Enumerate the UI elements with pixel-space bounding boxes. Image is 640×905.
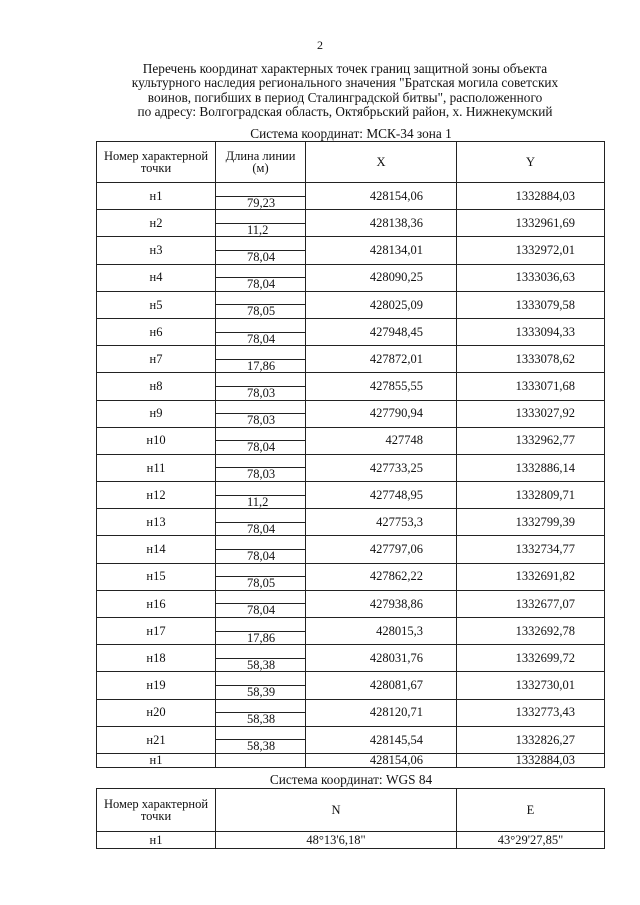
latitude-cell: 48°13'6,18" [216, 832, 457, 849]
x-coordinate-cell: 427790,94 [306, 400, 457, 427]
table-row [97, 726, 605, 740]
page-number: 2 [317, 38, 323, 52]
y-coordinate-cell: 1333079,58 [457, 291, 605, 318]
x-coordinate-cell: 427748 [306, 427, 457, 454]
point-name-cell: н7 [97, 346, 216, 373]
line-length-cell: 78,03 [216, 468, 306, 482]
table-row [97, 373, 605, 387]
point-name-cell: н2 [97, 210, 216, 237]
table-row [97, 264, 605, 278]
point-name-cell: н6 [97, 318, 216, 345]
header-n: N [216, 789, 457, 832]
y-coordinate-cell: 1332692,78 [457, 618, 605, 645]
table-row [97, 318, 605, 332]
line-length-cell: 58,38 [216, 713, 306, 727]
line-length-cell: 11,2 [216, 495, 306, 509]
point-name-cell: н8 [97, 373, 216, 400]
point-name-cell: н14 [97, 536, 216, 563]
line-length-cell: 78,03 [216, 414, 306, 428]
table-row [97, 454, 605, 468]
table-header-row [97, 142, 605, 183]
x-coordinate-cell: 428090,25 [306, 264, 457, 291]
x-coordinate-cell: 427733,25 [306, 454, 457, 481]
longitude-cell: 43°29'27,85" [457, 832, 605, 849]
table-row [97, 482, 605, 496]
line-length-cell: 78,04 [216, 332, 306, 346]
line-length-cell: 78,04 [216, 441, 306, 455]
y-coordinate-cell: 1333036,63 [457, 264, 605, 291]
point-name-cell: н1 [97, 753, 216, 767]
table-row [97, 645, 605, 659]
y-coordinate-cell: 1332809,71 [457, 482, 605, 509]
line-length-cell: 79,23 [216, 196, 306, 210]
point-name-cell: н16 [97, 590, 216, 617]
point-name-cell: н12 [97, 482, 216, 509]
line-length-cell: 11,2 [216, 223, 306, 237]
x-coordinate-cell: 428031,76 [306, 645, 457, 672]
y-coordinate-cell: 1332734,77 [457, 536, 605, 563]
line-length-cell: 78,04 [216, 250, 306, 264]
y-coordinate-cell: 1333027,92 [457, 400, 605, 427]
length-empty-cell [216, 563, 306, 577]
x-coordinate-cell: 427753,3 [306, 509, 457, 536]
msk-coordinates-table [96, 141, 605, 768]
length-empty-cell [216, 237, 306, 251]
header-line: Перечень координат характерных точек границ защитной зоны объекта [142, 61, 548, 76]
table-row [97, 291, 605, 305]
x-coordinate-cell: 427872,01 [306, 346, 457, 373]
x-coordinate-cell: 427862,22 [306, 563, 457, 590]
x-coordinate-cell: 428120,71 [306, 699, 457, 726]
table-row [97, 509, 605, 523]
wgs-caption: Система координат: WGS 84 [269, 772, 433, 787]
y-coordinate-cell: 1332886,14 [457, 454, 605, 481]
point-name-cell: н19 [97, 672, 216, 699]
y-coordinate-cell: 1332773,43 [457, 699, 605, 726]
point-name-cell: н11 [97, 454, 216, 481]
x-coordinate-cell: 428154,06 [306, 753, 457, 767]
line-length-cell: 58,38 [216, 740, 306, 754]
y-coordinate-cell: 1332972,01 [457, 237, 605, 264]
table-row [97, 753, 605, 767]
point-name-cell: н10 [97, 427, 216, 454]
y-coordinate-cell: 1332799,39 [457, 509, 605, 536]
line-length-cell: 78,04 [216, 604, 306, 618]
length-empty-cell [216, 400, 306, 414]
y-coordinate-cell: 1332884,03 [457, 183, 605, 210]
header-line: воинов, погибших в период Сталинградской битвы", расположенного [147, 89, 543, 105]
x-coordinate-cell: 427797,06 [306, 536, 457, 563]
line-length-cell: 78,05 [216, 305, 306, 319]
x-coordinate-cell: 427748,95 [306, 482, 457, 509]
table-row [97, 618, 605, 632]
table-row [97, 346, 605, 360]
line-length-cell: 78,04 [216, 278, 306, 292]
header-line: по адресу: Волгоградская область, Октябрьский район, х. Нижнекумский [137, 104, 553, 120]
header-line: культурного наследия регионального значения "Братская могила советских [131, 75, 559, 91]
length-empty-cell [216, 183, 306, 197]
x-coordinate-cell: 428154,06 [306, 183, 457, 210]
point-name-cell: н9 [97, 400, 216, 427]
y-coordinate-cell: 1332677,07 [457, 590, 605, 617]
y-coordinate-cell: 1332962,77 [457, 427, 605, 454]
y-coordinate-cell: 1332961,69 [457, 210, 605, 237]
line-length-cell: 78,05 [216, 577, 306, 591]
table-row [97, 563, 605, 577]
x-coordinate-cell: 428025,09 [306, 291, 457, 318]
msk-caption: Система координат: МСК-34 зона 1 [250, 126, 452, 141]
length-empty-cell [216, 536, 306, 550]
table-row [97, 672, 605, 686]
length-empty-cell [216, 618, 306, 632]
length-empty-cell [216, 210, 306, 224]
point-name-cell: н4 [97, 264, 216, 291]
line-length-cell: 58,39 [216, 685, 306, 699]
table-row [97, 210, 605, 224]
length-empty-cell [216, 454, 306, 468]
table-row [97, 183, 605, 197]
table-row [97, 237, 605, 251]
length-empty-cell [216, 482, 306, 496]
point-name-cell: н1 [97, 183, 216, 210]
point-name-cell: н15 [97, 563, 216, 590]
table-header-row [97, 789, 605, 832]
y-coordinate-cell: 1332730,01 [457, 672, 605, 699]
table-row [97, 699, 605, 713]
length-empty-cell [216, 427, 306, 441]
length-empty-cell [216, 645, 306, 659]
header-point-number: Номер характерной точки [97, 142, 216, 183]
y-coordinate-cell: 1333094,33 [457, 318, 605, 345]
length-empty-cell [216, 672, 306, 686]
line-length-cell: 58,38 [216, 658, 306, 672]
x-coordinate-cell: 427938,86 [306, 590, 457, 617]
table-row [97, 536, 605, 550]
header-line-length: Длина линии (м) [216, 142, 306, 183]
length-empty-cell [216, 753, 306, 767]
y-coordinate-cell: 1333078,62 [457, 346, 605, 373]
line-length-cell: 78,04 [216, 550, 306, 564]
point-name-cell: н20 [97, 699, 216, 726]
x-coordinate-cell: 427855,55 [306, 373, 457, 400]
table-row [97, 590, 605, 604]
length-empty-cell [216, 590, 306, 604]
length-empty-cell [216, 726, 306, 740]
header-y: Y [457, 142, 605, 183]
document-header [90, 62, 600, 120]
line-length-cell: 17,86 [216, 631, 306, 645]
wgs-coordinates-table [96, 788, 605, 849]
point-name-cell: н18 [97, 645, 216, 672]
point-name-cell: н13 [97, 509, 216, 536]
point-name-cell: н1 [97, 832, 216, 849]
x-coordinate-cell: 428145,54 [306, 726, 457, 753]
table-row [97, 832, 605, 849]
length-empty-cell [216, 318, 306, 332]
length-empty-cell [216, 346, 306, 360]
line-length-cell: 78,03 [216, 386, 306, 400]
point-name-cell: н5 [97, 291, 216, 318]
y-coordinate-cell: 1332699,72 [457, 645, 605, 672]
point-name-cell: н3 [97, 237, 216, 264]
x-coordinate-cell: 428081,67 [306, 672, 457, 699]
header-point-number: Номер характерной точки [97, 789, 216, 832]
length-empty-cell [216, 264, 306, 278]
length-empty-cell [216, 373, 306, 387]
table-row [97, 400, 605, 414]
y-coordinate-cell: 1332884,03 [457, 753, 605, 767]
point-name-cell: н21 [97, 726, 216, 753]
y-coordinate-cell: 1332691,82 [457, 563, 605, 590]
length-empty-cell [216, 291, 306, 305]
x-coordinate-cell: 427948,45 [306, 318, 457, 345]
line-length-cell: 78,04 [216, 522, 306, 536]
header-x: X [306, 142, 457, 183]
length-empty-cell [216, 699, 306, 713]
y-coordinate-cell: 1333071,68 [457, 373, 605, 400]
table-row [97, 427, 605, 441]
x-coordinate-cell: 428134,01 [306, 237, 457, 264]
y-coordinate-cell: 1332826,27 [457, 726, 605, 753]
x-coordinate-cell: 428138,36 [306, 210, 457, 237]
length-empty-cell [216, 509, 306, 523]
line-length-cell: 17,86 [216, 359, 306, 373]
header-e: E [457, 789, 605, 832]
point-name-cell: н17 [97, 618, 216, 645]
x-coordinate-cell: 428015,3 [306, 618, 457, 645]
